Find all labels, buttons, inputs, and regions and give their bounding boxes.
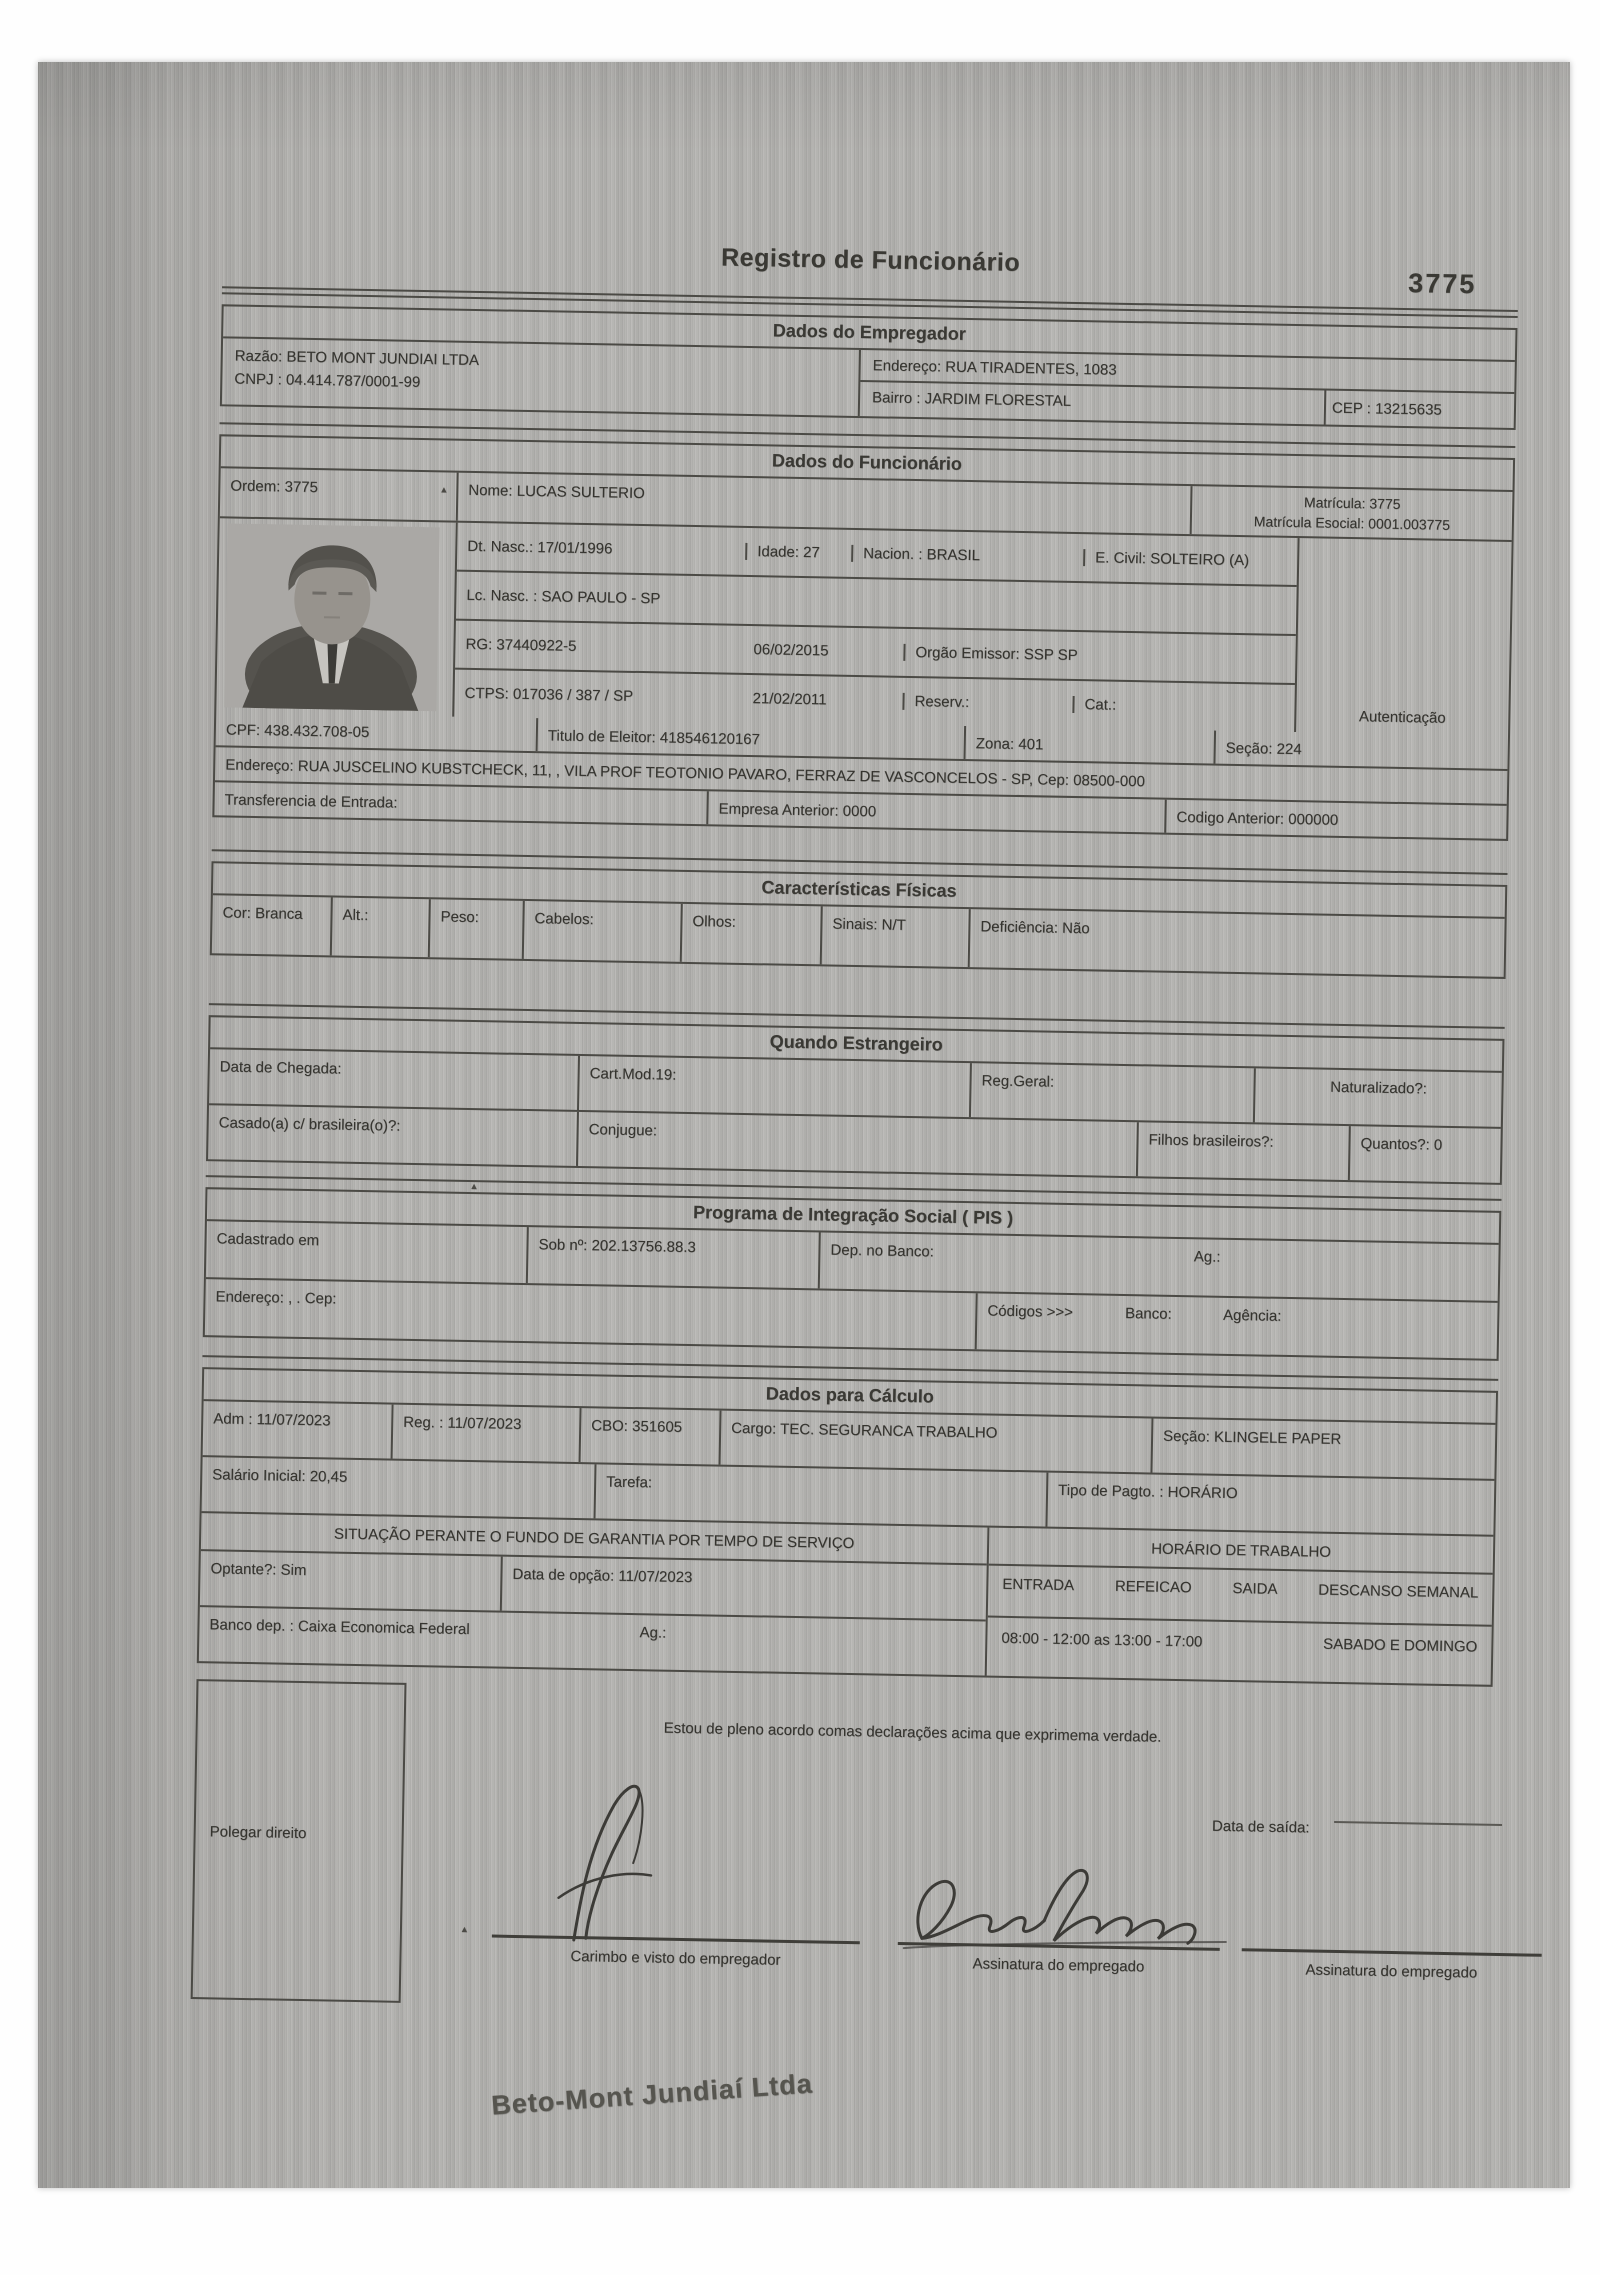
field-cart-mod19: Cart.Mod.19:	[577, 1056, 970, 1117]
field-reg-geral: Reg.Geral:	[969, 1063, 1254, 1122]
section-empregador	[220, 304, 1518, 430]
field-data-opcao: Data de opção: 11/07/2023	[500, 1557, 987, 1620]
field-empresa-anterior: Empresa Anterior: 0000	[706, 791, 1165, 832]
section-header-calculo: Dados para Cálculo	[204, 1369, 1496, 1425]
section-header-empregador: Dados do Empregador	[223, 306, 1515, 362]
field-deficiencia: Deficiência: Não	[968, 909, 1505, 977]
field-conjugue: Conjugue:	[576, 1112, 1137, 1176]
col-entrada: ENTRADA	[1002, 1575, 1075, 1595]
field-transferencia: Transferencia de Entrada:	[224, 791, 398, 812]
section-header-estrangeiro: Quando Estrangeiro	[210, 1017, 1502, 1073]
field-cadastrado-em: Cadastrado em	[216, 1230, 320, 1250]
field-tipo-pagamento: Tipo de Pagto. : HORÁRIO	[1045, 1473, 1494, 1535]
field-nacionalidade: Nacion. : BRASIL	[851, 545, 1083, 566]
field-cpf: CPF: 438.432.708-05	[225, 721, 370, 742]
paper-sheet	[38, 62, 1570, 2188]
field-descanso-semanal: SABADO E DOMINGO	[1322, 1635, 1478, 1656]
document-number: 3775	[1407, 268, 1477, 300]
field-endereco-funcionario: Endereço: RUA JUSCELINO KUBSTCHECK, 11, , VILA PROF TEOTONIO PAVARO, FERRAZ DE VASCONCELOS - SP, Cep: 08500-000	[225, 756, 1146, 791]
section-funcionario	[212, 434, 1515, 841]
field-agencia: Agência:	[1222, 1306, 1282, 1325]
employee-registration-form	[169, 234, 1518, 2275]
field-cbo: CBO: 351605	[579, 1408, 720, 1465]
field-quantos: Quantos?: 0	[1348, 1126, 1501, 1183]
field-matricula-esocial: Matrícula Esocial: 0001.003775	[1253, 513, 1451, 533]
data-saida-label: Data de saída:	[1211, 1817, 1310, 1837]
field-olhos: Olhos:	[680, 904, 821, 965]
field-pis-agencia: Ag.:	[1193, 1248, 1221, 1266]
field-banco: Banco:	[1124, 1305, 1172, 1323]
section-pis	[203, 1180, 1502, 1361]
field-altura: Alt.:	[330, 897, 429, 957]
field-nome: Nome: LUCAS SULTERIO	[456, 473, 1191, 534]
field-admissao: Adm : 11/07/2023	[213, 1410, 331, 1430]
field-zona: Zona: 401	[964, 726, 1215, 764]
section-header-pis: Programa de Integração Social ( PIS )	[207, 1189, 1499, 1245]
employee-photo	[224, 523, 439, 711]
page-title: Registro de Funcionário	[720, 243, 1021, 277]
col-descanso: DESCANSO SEMANAL	[1318, 1581, 1479, 1602]
declaration-text: Estou de pleno acordo comas declarações acima que exprimema verdade.	[663, 1719, 1162, 1746]
section-header-funcionario: Dados do Funcionário	[221, 436, 1513, 492]
photo-cell	[216, 518, 456, 716]
scan-artifact-mark: ▲	[469, 1180, 479, 1192]
field-titulo-eleitor: Titulo de Eleitor: 418546120167	[536, 718, 965, 759]
section-caracteristicas-fisicas	[210, 861, 1508, 979]
field-cabelos: Cabelos:	[522, 901, 681, 962]
field-codigos: Códigos >>>	[987, 1302, 1074, 1322]
horario-colunas	[988, 1564, 1493, 1625]
field-naturalizado: Naturalizado?:	[1253, 1068, 1502, 1127]
field-orgao-emissor: Orgão Emissor: SSP SP	[903, 644, 1295, 668]
fingerprint-label: Polegar direito	[209, 1823, 307, 1843]
field-tarefa: Tarefa:	[594, 1464, 1047, 1526]
field-horario: 08:00 - 12:00 as 13:00 - 17:00	[1001, 1629, 1203, 1651]
employee-signature-line-2	[1242, 1948, 1542, 1956]
field-data-nascimento: Dt. Nasc.: 17/01/1996	[467, 537, 613, 558]
field-cargo: Cargo: TEC. SEGURANCA TRABALHO	[719, 1411, 1152, 1473]
field-pis-endereco: Endereço: , . Cep:	[215, 1288, 337, 1308]
field-estado-civil: E. Civil: SOLTEIRO (A)	[1083, 549, 1297, 570]
horario-valores	[987, 1616, 1492, 1675]
field-secao-trabalho: Seção: KLINGELE PAPER	[1150, 1419, 1495, 1479]
field-peso: Peso:	[428, 899, 523, 959]
field-codigo-anterior: Codigo Anterior: 000000	[1164, 800, 1507, 839]
field-matricula: Matrícula: 3775	[1303, 494, 1401, 512]
field-idade: Idade: 27	[745, 543, 851, 562]
employee-signature-label: Assinatura do empregado	[972, 1955, 1145, 1976]
field-salario-inicial: Salário Inicial: 20,45	[212, 1466, 348, 1486]
field-filhos-brasileiros: Filhos brasileiros?:	[1136, 1122, 1349, 1180]
horario-header: HORÁRIO DE TRABALHO	[1151, 1540, 1332, 1561]
field-optante: Optante?: Sim	[210, 1560, 307, 1580]
section-dados-calculo	[197, 1367, 1498, 1687]
col-refeicao: REFEICAO	[1114, 1577, 1192, 1597]
field-ctps-data: 21/02/2011	[752, 690, 827, 709]
employee-signature-label-2: Assinatura do empregado	[1305, 1961, 1478, 1982]
field-razao-social: Razão: BETO MONT JUNDIAI LTDA	[234, 347, 480, 370]
field-registro: Reg. : 11/07/2023	[391, 1405, 580, 1462]
field-data-chegada: Data de Chegada:	[219, 1058, 342, 1078]
field-cor: Cor: Branca	[222, 904, 303, 923]
field-dep-banco: Dep. no Banco:	[830, 1241, 935, 1261]
field-fgts-agencia: Ag.:	[639, 1624, 667, 1642]
field-casado-brasileira: Casado(a) c/ brasileira(o)?:	[218, 1114, 401, 1135]
field-ctps: CTPS: 017036 / 387 / SP	[464, 684, 634, 705]
field-endereco-empregador: Endereço: RUA TIRADENTES, 1083	[872, 357, 1117, 379]
section-header-fisicas: Características Físicas	[213, 863, 1505, 919]
field-autenticacao: Autenticação	[1294, 538, 1512, 736]
field-bairro: Bairro : JARDIM FLORESTAL	[871, 389, 1072, 410]
fingerprint-box	[191, 1679, 407, 2003]
field-local-nascimento: Lc. Nasc. : SAO PAULO - SP	[466, 586, 661, 608]
field-pis-numero: Sob nº: 202.13756.88.3	[526, 1227, 819, 1288]
col-saida: SAIDA	[1232, 1580, 1278, 1598]
field-cnpj: CNPJ : 04.414.787/0001-99	[234, 370, 421, 391]
field-banco-deposito: Banco dep. : Caixa Economica Federal Ag.:	[199, 1607, 986, 1675]
field-sinais: Sinais: N/T	[820, 906, 969, 967]
employer-signature	[528, 1777, 711, 1944]
scan-artifact-mark: ▲	[459, 1923, 469, 1935]
field-rg: RG: 37440922-5	[465, 635, 577, 655]
data-saida-line	[1334, 1821, 1502, 1826]
field-ordem: Ordem: 3775 ▲	[230, 477, 449, 497]
signature-area	[186, 1679, 1493, 2275]
field-reservista: Reserv.:	[902, 693, 1072, 713]
company-stamp: Beto-Mont Jundiaí Ltda	[490, 2068, 814, 2121]
scan-artifact-mark: ▲	[439, 484, 449, 495]
fgts-header: SITUAÇÃO PERANTE O FUNDO DE GARANTIA POR TEMPO DE SERVIÇO	[333, 1525, 855, 1553]
field-cep: CEP : 13215635	[1324, 391, 1515, 428]
field-matricula-group	[1190, 486, 1513, 540]
field-secao-eleitoral: Seção: 224	[1213, 731, 1508, 769]
field-categoria: Cat.:	[1072, 696, 1294, 717]
field-rg-data: 06/02/2015	[753, 641, 829, 660]
section-estrangeiro	[206, 1015, 1504, 1185]
employer-signature-label: Carimbo e visto do empregador	[570, 1947, 781, 1969]
